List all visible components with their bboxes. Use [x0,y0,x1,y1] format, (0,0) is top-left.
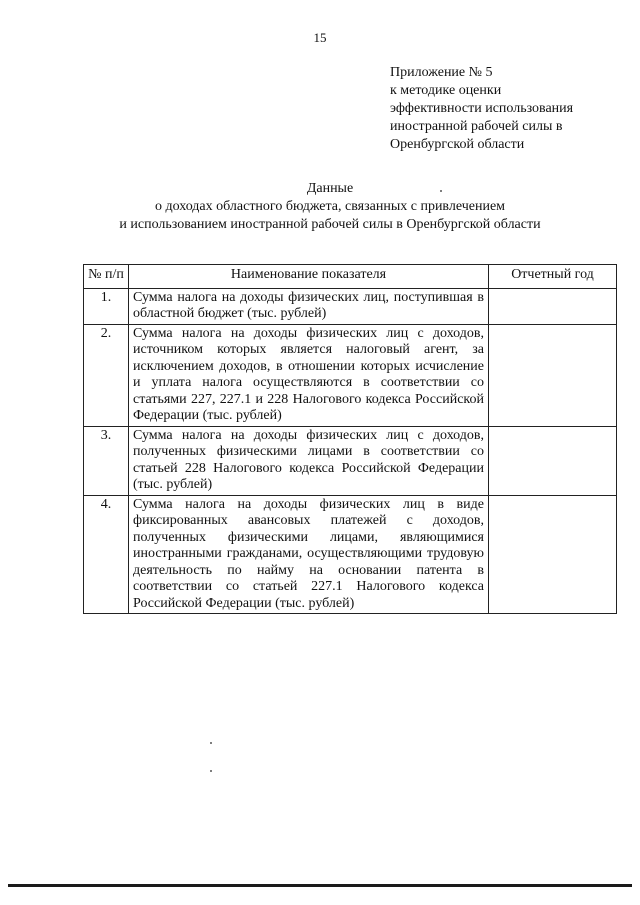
page-number: 15 [313,30,327,45]
row-reporting-year-value [489,324,617,426]
table-row [84,426,617,495]
row-indicator-name: Сумма налога на доходы физических лиц в виде фиксированных авансовых платежей с доходов, полученных физическими лицами, являющимися иностранными гражданами, осуществляющими трудовую деятельность по найму на основании патента в соответствии со статьей 227.1 Налогового кодекса Российской Федерации (тыс. рублей) [129,495,489,614]
scan-speck [210,770,212,772]
appendix-line: иностранной рабочей силы в [390,119,563,134]
header-number: № п/п [84,265,129,289]
appendix-line: эффективности использования [390,101,574,116]
title-line: о доходах областного бюджета, связанных с привлечением [154,199,506,214]
row-indicator-name: Сумма налога на доходы физических лиц, поступившая в областной бюджет (тыс. рублей) [129,288,489,324]
scan-speck [210,742,212,744]
appendix-block [390,64,630,154]
row-reporting-year-value [489,495,617,614]
title-line: и использованием иностранной рабочей силы в Оренбургской области [119,217,541,232]
row-number: 1. [84,288,129,324]
scan-speck [440,190,442,192]
row-indicator-name: Сумма налога на доходы физических лиц с доходов, источником которых является налоговый агент, за исключением доходов, в отношении которых исчисление и уплата налога осуществляются в соответствии со статьями 227, 227.1 и 228 Налогового кодекса Российской Федерации (тыс. рублей) [129,324,489,426]
table-row [84,288,617,324]
row-reporting-year-value [489,426,617,495]
indicators-table [83,264,617,614]
appendix-line: Приложение № 5 [390,65,493,80]
header-indicator-name: Наименование показателя [129,265,489,289]
table-row [84,324,617,426]
row-number: 3. [84,426,129,495]
table-header-row [84,265,617,289]
title-line: Данные [306,181,354,196]
header-reporting-year: Отчетный год [489,265,617,289]
appendix-line: к методике оценки [390,83,502,98]
document-title [40,180,620,234]
row-reporting-year-value [489,288,617,324]
row-number: 2. [84,324,129,426]
row-number: 4. [84,495,129,614]
table-row [84,495,617,614]
appendix-line: Оренбургской области [390,137,525,152]
row-indicator-name: Сумма налога на доходы физических лиц с доходов, полученных физическими лицами в соответствии со статьей 228 Налогового кодекса Российской Федерации (тыс. рублей) [129,426,489,495]
page-bottom-rule [8,884,632,887]
